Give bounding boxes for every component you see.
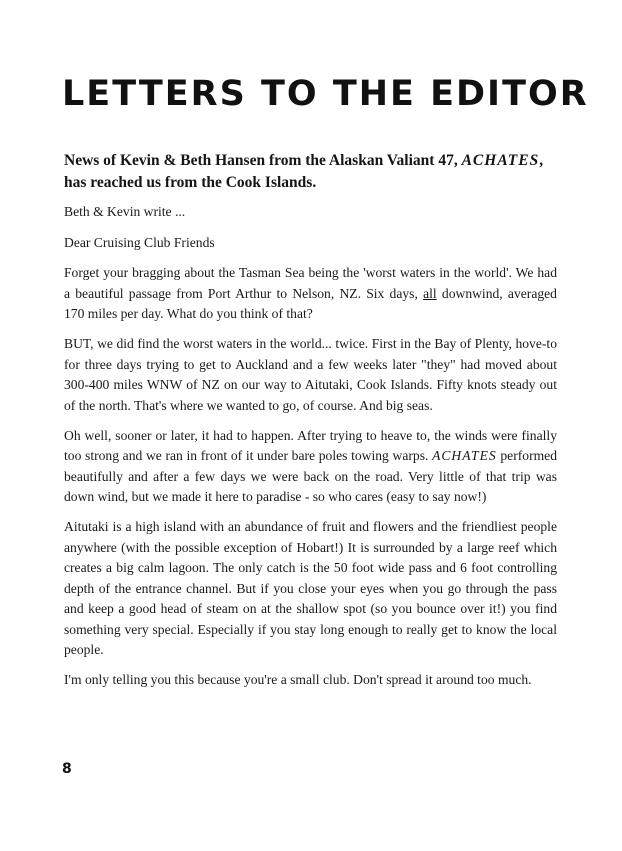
page-headline: LETTERS TO THE EDITOR xyxy=(62,74,589,114)
letter-paragraph-5: I'm only telling you this because you're a small club. Don't spread it around too much. xyxy=(64,672,532,687)
letter-body xyxy=(64,202,557,700)
letter-paragraph-3 xyxy=(64,426,557,508)
paragraph-3-boat-name: ACHATES xyxy=(432,448,497,463)
letter-paragraph-4: Aitutaki is a high island with an abundance of fruit and flowers and the friendliest people anywhere (with the possible exception of Hobart!) It is surrounded by a large reef which creates a big calm lagoon. The only catch is the 50 foot wide pass and 6 foot controlling depth of the entrance channel. But if you close your eyes when you go through the pass and keep a good head of steam on at the shallow spot (so you bounce over it!) you find something very special. Especially if you stay long enough to really get to know the local people. xyxy=(64,519,557,657)
lede-text-after: , has reached us from the Cook Islands. xyxy=(64,152,544,191)
paragraph-3-after: performed beautifully and after a few days we were back on the road. Very little of that trip was down wind, but we made it here to paradise - so who cares (easy to say now!) xyxy=(64,448,557,504)
lede-text-before: News of Kevin & Beth Hansen from the Alaskan Valiant 47, xyxy=(64,152,462,169)
paragraph-1-before: Forget your bragging about the Tasman Sea being the 'worst waters in the world'. We had a beautiful passage from Port Arthur to Nelson, NZ. Six days, xyxy=(64,265,557,301)
letter-salutation: Dear Cruising Club Friends xyxy=(64,234,215,250)
paragraph-1-after: downwind, averaged 170 miles per day. What do you think of that? xyxy=(64,285,557,321)
lede-boat-name: ACHATES xyxy=(461,152,540,169)
paragraph-3-before: Oh well, sooner or later, it had to happen. After trying to heave to, the winds were finally too strong and we ran in front of it under bare poles towing warps. xyxy=(64,427,557,463)
page-number: 8 xyxy=(62,761,72,777)
paragraph-1-emphasis: all xyxy=(423,285,437,301)
letter-intro: Beth & Kevin write ... xyxy=(64,204,186,219)
letter-paragraph-1 xyxy=(64,263,557,325)
letter-paragraph-2: BUT, we did find the worst waters in the world... twice. First in the Bay of Plenty, hove-to for three days trying to get to Auckland and a few weeks later "they" had moved about 300-400 miles WNW of NZ on our way to Aitutaki, Cook Islands. Fifty knots steady out of the north. That's where we wanted to go, of course. And big seas. xyxy=(64,336,557,413)
lede-paragraph xyxy=(64,150,564,194)
